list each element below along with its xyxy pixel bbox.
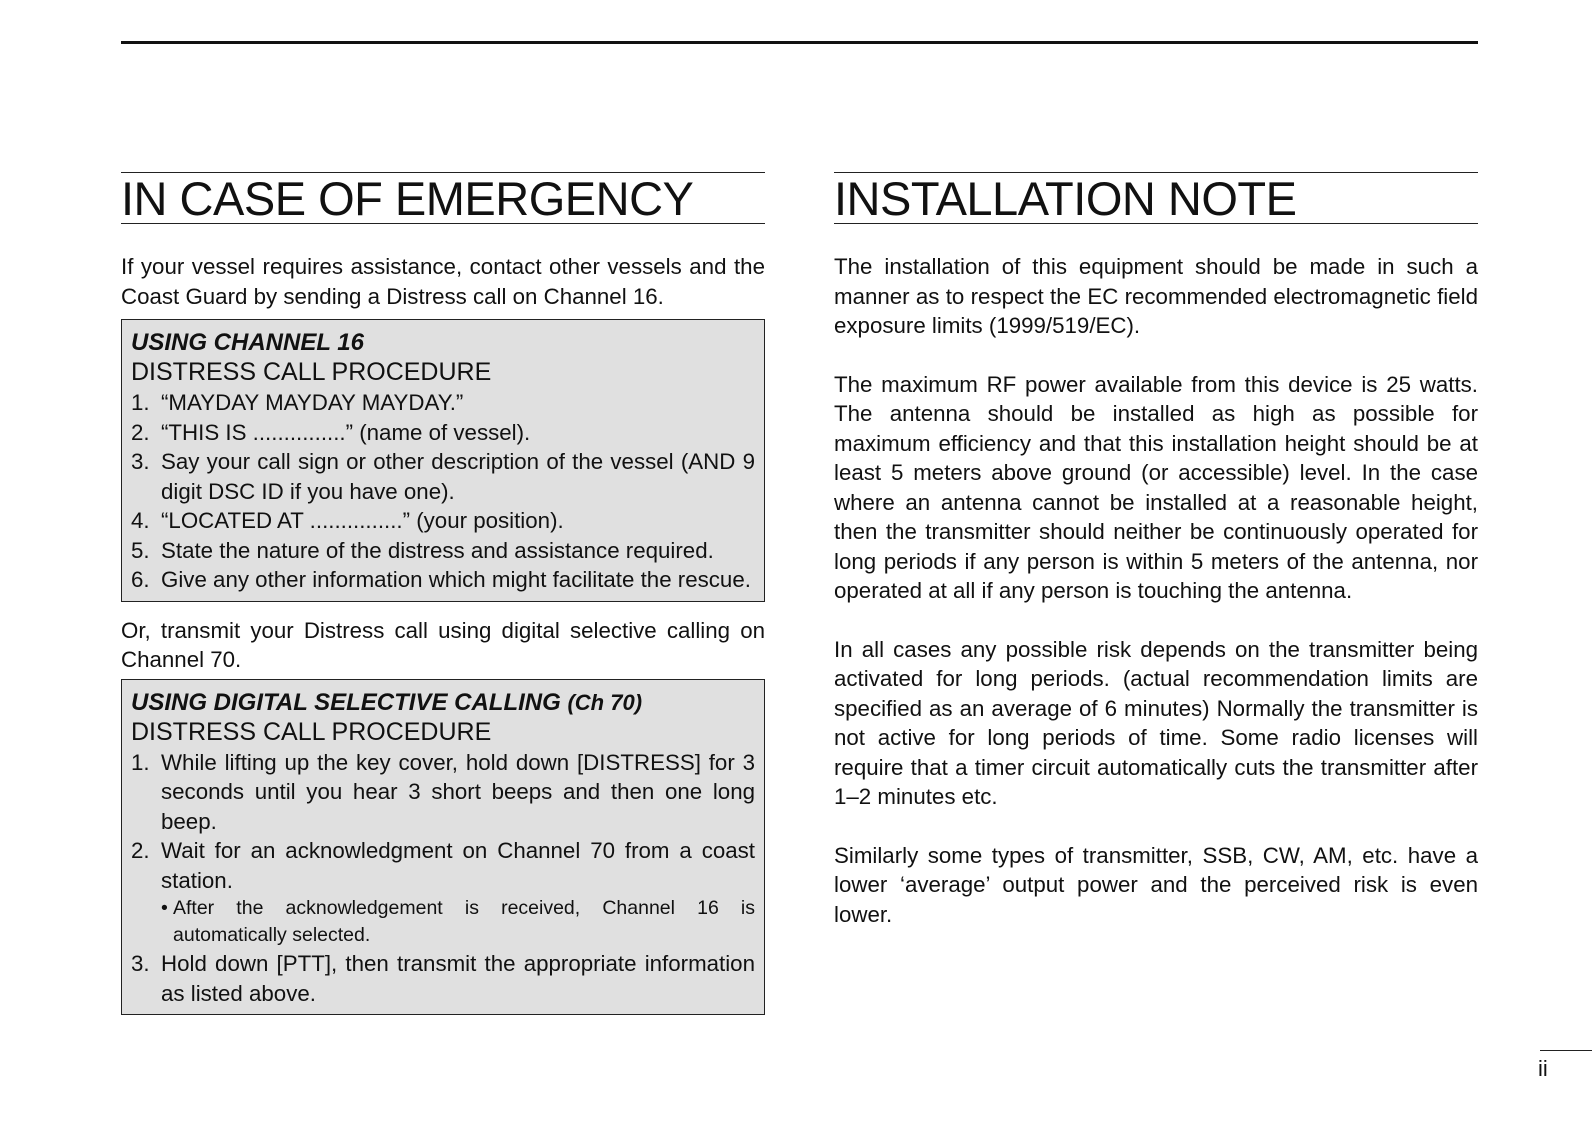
channel16-step <box>131 447 755 506</box>
emergency-heading: IN CASE OF EMERGENCY <box>121 172 765 224</box>
channel16-step <box>131 536 755 566</box>
emergency-section <box>121 172 765 1015</box>
top-rule <box>121 41 1478 44</box>
step-text: Wait for an acknowledgment on Channel 70 from a coast station. <box>161 838 755 893</box>
step-number: 6. <box>131 567 150 592</box>
step-text: “LOCATED AT ...............” (your position). <box>161 508 564 533</box>
channel16-step <box>131 388 755 418</box>
page-number-rule <box>1540 1050 1592 1051</box>
installation-paragraph: The installation of this equipment should be made in such a manner as to respect the EC recommended electromagnetic field exposure limits (1999/519/EC). <box>834 254 1478 338</box>
installation-paragraph: The maximum RF power available from this device is 25 watts. The antenna should be installed as high as possible for maximum efficiency and that this installation height should be at least 5 meters above ground (or accessible) level. In the case where an antenna cannot be installed at a reasonable height, then the transmitter should neither be continuously operated for long periods if any person is within 5 meters of the antenna, nor operated at all if any person is touching the antenna. <box>834 371 1478 603</box>
bullet-icon: • <box>161 897 168 919</box>
step-text: Say your call sign or other description of the vessel (AND 9 digit DSC ID if you have one). <box>161 449 755 504</box>
dsc-box-subtitle: DISTRESS CALL PROCEDURE <box>131 717 492 746</box>
dsc-step <box>131 949 755 1008</box>
step-text: State the nature of the distress and assistance required. <box>161 537 714 563</box>
dsc-steps <box>131 748 755 1009</box>
step-number: 2. <box>131 838 150 863</box>
channel16-steps <box>131 388 755 595</box>
step-number: 5. <box>131 537 150 563</box>
emergency-intro: If your vessel requires assistance, contact other vessels and the Coast Guard by sending a Distress call on Channel 16. <box>121 254 765 309</box>
dsc-step <box>131 748 755 837</box>
channel16-step <box>131 506 755 536</box>
dsc-box <box>121 679 765 1016</box>
step-number: 3. <box>131 951 150 976</box>
dsc-title-channel: (Ch 70) <box>567 689 643 715</box>
step-text: Hold down [PTT], then transmit the appropriate information as listed above. <box>161 951 755 1006</box>
channel16-box-title: USING CHANNEL 16 <box>131 329 364 356</box>
step-text: “MAYDAY MAYDAY MAYDAY.” <box>161 390 464 415</box>
channel16-box-subtitle: DISTRESS CALL PROCEDURE <box>131 358 492 386</box>
step-number: 1. <box>131 390 150 415</box>
installation-paragraph: Similarly some types of transmitter, SSB, CW, AM, etc. have a lower ‘average’ output power and the perceived risk is even lower. <box>834 842 1478 927</box>
dsc-title-text: USING DIGITAL SELECTIVE CALLING <box>131 688 561 716</box>
step-number: 2. <box>131 419 150 445</box>
installation-heading: INSTALLATION NOTE <box>834 172 1478 224</box>
step-number: 3. <box>131 449 150 474</box>
note-text: After the acknowledgement is received, Channel 16 is automatically selected. <box>173 897 755 946</box>
installation-paragraph: In all cases any possible risk depends on the transmitter being activated for long periods. (actual recommendation limits are specified as an average of 6 minutes) Normally the transmitter is not active for long periods of time. Some radio licenses will require that a timer circuit automatically cuts the transmitter after 1–2 minutes etc. <box>834 636 1478 809</box>
channel16-box <box>121 319 765 602</box>
dsc-note <box>161 895 755 949</box>
dsc-step <box>131 836 755 895</box>
step-number: 4. <box>131 508 150 533</box>
step-text: Give any other information which might facilitate the rescue. <box>161 567 751 592</box>
channel16-step <box>131 565 755 595</box>
dsc-box-title <box>131 688 755 718</box>
channel16-step <box>131 418 755 448</box>
step-text: “THIS IS ...............” (name of vessel). <box>161 419 531 445</box>
step-text: While lifting up the key cover, hold down [DISTRESS] for 3 seconds until you hear 3 short beeps and then one long beep. <box>161 749 755 834</box>
installation-section <box>834 172 1478 958</box>
page-number: ii <box>1538 1056 1548 1081</box>
dsc-intro: Or, transmit your Distress call using digital selective calling on Channel 70. <box>121 617 765 672</box>
step-number: 1. <box>131 749 150 775</box>
